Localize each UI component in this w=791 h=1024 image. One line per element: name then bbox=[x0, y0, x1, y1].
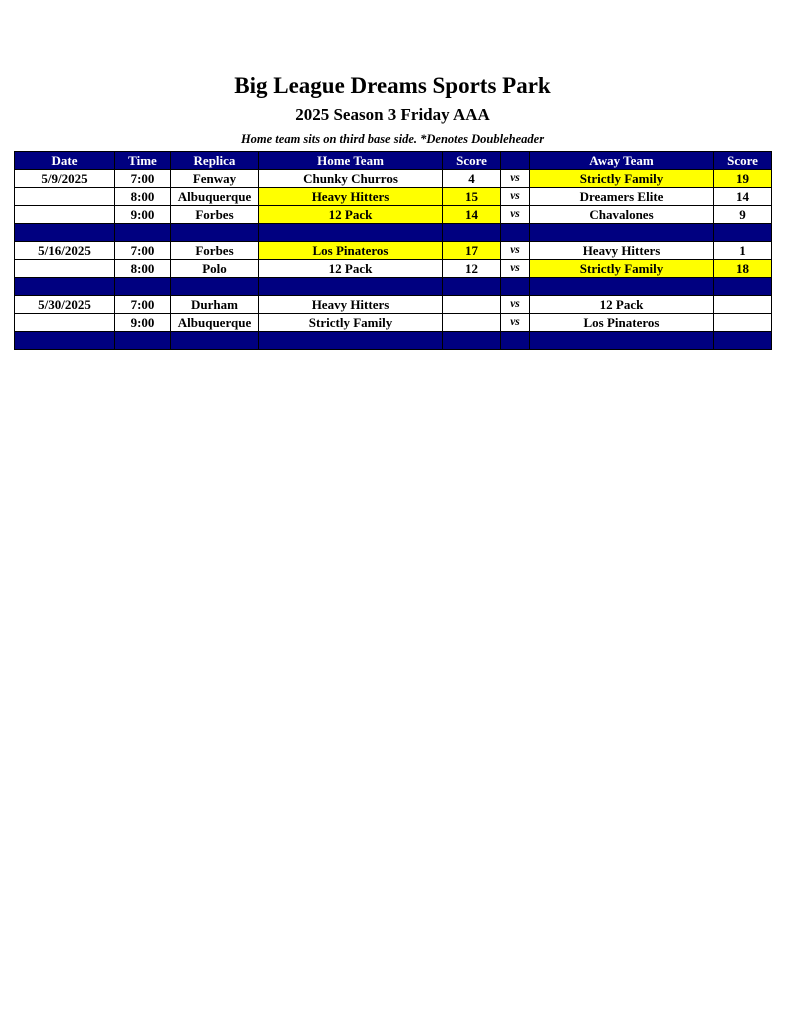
schedule-table bbox=[14, 151, 772, 350]
cell-away-score: 14 bbox=[714, 188, 772, 206]
cell-vs: vs bbox=[501, 170, 530, 188]
separator-cell bbox=[15, 278, 115, 296]
cell-time: 7:00 bbox=[115, 296, 171, 314]
cell-home-score: 12 bbox=[443, 260, 501, 278]
cell-away-team: Chavalones bbox=[530, 206, 714, 224]
cell-home-team: 12 Pack bbox=[259, 206, 443, 224]
separator-cell bbox=[443, 332, 501, 350]
cell-replica: Albuquerque bbox=[171, 314, 259, 332]
separator-row bbox=[15, 332, 772, 350]
cell-home-team: Chunky Churros bbox=[259, 170, 443, 188]
cell-away-score bbox=[714, 296, 772, 314]
separator-cell bbox=[15, 224, 115, 242]
separator-cell bbox=[259, 278, 443, 296]
cell-replica: Durham bbox=[171, 296, 259, 314]
table-row bbox=[15, 296, 772, 314]
separator-cell bbox=[530, 278, 714, 296]
table-row bbox=[15, 170, 772, 188]
cell-replica: Polo bbox=[171, 260, 259, 278]
cell-time: 7:00 bbox=[115, 242, 171, 260]
cell-home-team: 12 Pack bbox=[259, 260, 443, 278]
cell-home-team: Heavy Hitters bbox=[259, 188, 443, 206]
cell-away-team: Los Pinateros bbox=[530, 314, 714, 332]
cell-replica: Albuquerque bbox=[171, 188, 259, 206]
cell-date: 5/16/2025 bbox=[15, 242, 115, 260]
schedule-body bbox=[15, 170, 772, 350]
cell-home-score: 14 bbox=[443, 206, 501, 224]
cell-away-team: Strictly Family bbox=[530, 170, 714, 188]
separator-cell bbox=[443, 278, 501, 296]
cell-away-team: Heavy Hitters bbox=[530, 242, 714, 260]
cell-away-team: Strictly Family bbox=[530, 260, 714, 278]
separator-cell bbox=[259, 224, 443, 242]
column-header-replica: Replica bbox=[171, 152, 259, 170]
cell-vs: vs bbox=[501, 206, 530, 224]
separator-row bbox=[15, 278, 772, 296]
cell-replica: Fenway bbox=[171, 170, 259, 188]
table-row bbox=[15, 188, 772, 206]
cell-date: 5/9/2025 bbox=[15, 170, 115, 188]
cell-away-score: 9 bbox=[714, 206, 772, 224]
cell-vs: vs bbox=[501, 188, 530, 206]
separator-cell bbox=[501, 278, 530, 296]
cell-away-team: Dreamers Elite bbox=[530, 188, 714, 206]
cell-vs: vs bbox=[501, 314, 530, 332]
cell-replica: Forbes bbox=[171, 206, 259, 224]
table-row bbox=[15, 242, 772, 260]
cell-home-team: Strictly Family bbox=[259, 314, 443, 332]
column-header-vs bbox=[501, 152, 530, 170]
cell-time: 8:00 bbox=[115, 260, 171, 278]
separator-cell bbox=[714, 278, 772, 296]
separator-cell bbox=[443, 224, 501, 242]
table-row bbox=[15, 260, 772, 278]
cell-away-score: 19 bbox=[714, 170, 772, 188]
cell-home-score: 15 bbox=[443, 188, 501, 206]
cell-home-team: Heavy Hitters bbox=[259, 296, 443, 314]
table-row bbox=[15, 206, 772, 224]
separator-cell bbox=[714, 224, 772, 242]
column-header-away-team: Away Team bbox=[530, 152, 714, 170]
cell-home-score: 17 bbox=[443, 242, 501, 260]
cell-date bbox=[15, 260, 115, 278]
page-note: Home team sits on third base side. *Denotes Doubleheader bbox=[240, 132, 545, 146]
cell-home-score bbox=[443, 314, 501, 332]
cell-away-team: 12 Pack bbox=[530, 296, 714, 314]
page-title: Big League Dreams Sports Park bbox=[234, 73, 551, 98]
cell-vs: vs bbox=[501, 260, 530, 278]
cell-date: 5/30/2025 bbox=[15, 296, 115, 314]
separator-cell bbox=[259, 332, 443, 350]
separator-cell bbox=[530, 332, 714, 350]
cell-home-team: Los Pinateros bbox=[259, 242, 443, 260]
separator-cell bbox=[171, 224, 259, 242]
cell-away-score: 1 bbox=[714, 242, 772, 260]
cell-away-score bbox=[714, 314, 772, 332]
cell-time: 9:00 bbox=[115, 314, 171, 332]
separator-cell bbox=[501, 332, 530, 350]
cell-date bbox=[15, 206, 115, 224]
column-header-away-score: Score bbox=[714, 152, 772, 170]
column-header-home-team: Home Team bbox=[259, 152, 443, 170]
cell-time: 8:00 bbox=[115, 188, 171, 206]
cell-date bbox=[15, 314, 115, 332]
cell-time: 9:00 bbox=[115, 206, 171, 224]
cell-home-score: 4 bbox=[443, 170, 501, 188]
table-row bbox=[15, 314, 772, 332]
separator-cell bbox=[115, 278, 171, 296]
cell-date bbox=[15, 188, 115, 206]
separator-cell bbox=[115, 332, 171, 350]
column-header-home-score: Score bbox=[443, 152, 501, 170]
table-header-row bbox=[15, 152, 772, 170]
separator-cell bbox=[171, 332, 259, 350]
separator-row bbox=[15, 224, 772, 242]
page-subtitle: 2025 Season 3 Friday AAA bbox=[295, 105, 490, 124]
separator-cell bbox=[501, 224, 530, 242]
cell-replica: Forbes bbox=[171, 242, 259, 260]
column-header-time: Time bbox=[115, 152, 171, 170]
cell-vs: vs bbox=[501, 242, 530, 260]
cell-vs: vs bbox=[501, 296, 530, 314]
separator-cell bbox=[115, 224, 171, 242]
cell-time: 7:00 bbox=[115, 170, 171, 188]
separator-cell bbox=[530, 224, 714, 242]
separator-cell bbox=[714, 332, 772, 350]
separator-cell bbox=[171, 278, 259, 296]
cell-away-score: 18 bbox=[714, 260, 772, 278]
separator-cell bbox=[15, 332, 115, 350]
column-header-date: Date bbox=[15, 152, 115, 170]
cell-home-score bbox=[443, 296, 501, 314]
